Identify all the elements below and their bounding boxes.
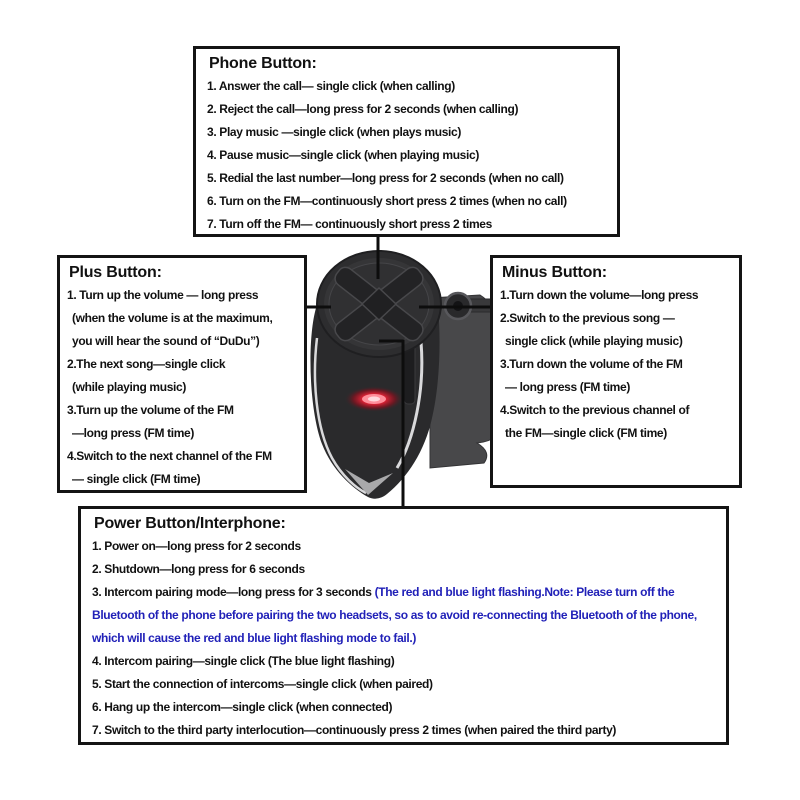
instruction-line: 2.The next song—single click — [67, 357, 226, 371]
instruction-line: 6. Hang up the intercom—single click (when connected) — [92, 700, 393, 714]
instruction-line: 6. Turn on the FM—continuously short press 2 times (when no call) — [207, 194, 567, 208]
instruction-line: 4. Intercom pairing—single click (The blue light flashing) — [92, 654, 395, 668]
instruction-line: 3.Turn up the volume of the FM — [67, 403, 234, 417]
instruction-line: 1. Turn up the volume — long press — [67, 288, 259, 302]
instruction-line: you will hear the sound of “DuDu”) — [72, 334, 260, 348]
plus-button-panel — [57, 255, 307, 493]
instruction-line: 4.Switch to the next channel of the FM — [67, 449, 272, 463]
phone-button-panel — [193, 46, 620, 237]
instruction-line: (when the volume is at the maximum, — [72, 311, 273, 325]
minus-panel-title: Minus Button: — [502, 264, 607, 281]
instruction-line-pairing-note — [92, 581, 718, 650]
instruction-line: 2.Switch to the previous song — — [500, 311, 675, 325]
instruction-line: — single click (FM time) — [72, 472, 201, 486]
power-button-panel — [78, 506, 729, 745]
instruction-line: 4.Switch to the previous channel of — [500, 403, 690, 417]
instruction-line: 2. Reject the call—long press for 2 seconds (when calling) — [207, 102, 519, 116]
instruction-line: 2. Shutdown—long press for 6 seconds — [92, 562, 305, 576]
instruction-line: 4. Pause music—single click (when playing music) — [207, 148, 479, 162]
instruction-line: 5. Start the connection of intercoms—single click (when paired) — [92, 677, 433, 691]
instruction-line: 1. Power on—long press for 2 seconds — [92, 539, 301, 553]
phone-panel-title: Phone Button: — [209, 55, 317, 72]
instruction-line: 1.Turn down the volume—long press — [500, 288, 699, 302]
instruction-line: —long press (FM time) — [72, 426, 194, 440]
instruction-line: 5. Redial the last number—long press for 2 seconds (when no call) — [207, 171, 564, 185]
instruction-line: (while playing music) — [72, 380, 187, 394]
instruction-line: 3.Turn down the volume of the FM — [500, 357, 683, 371]
pairing-note-black-text: 3. Intercom pairing mode—long press for 3 seconds — [92, 585, 375, 599]
instruction-line: the FM—single click (FM time) — [505, 426, 667, 440]
instruction-line: 7. Turn off the FM— continuously short press 2 times — [207, 217, 492, 231]
instruction-line: 3. Play music —single click (when plays music) — [207, 125, 462, 139]
instruction-line: 7. Switch to the third party interlocution—continuously press 2 times (when paired the third party) — [92, 723, 617, 737]
instruction-line: 1. Answer the call— single click (when calling) — [207, 79, 455, 93]
minus-button-panel — [490, 255, 742, 488]
power-panel-title: Power Button/Interphone: — [94, 515, 286, 532]
instruction-line: — long press (FM time) — [505, 380, 630, 394]
plus-panel-title: Plus Button: — [69, 264, 162, 281]
instruction-line: single click (while playing music) — [505, 334, 683, 348]
pairing-note-blue-text: (The red and blue light flashing.Note: Please turn off the Bluetooth of the phone before pairing the two headsets, so as to avoid re-connecting the Bluetooth of the phone, which will cause the red and blue light flashing mode to fail.) — [92, 585, 697, 645]
